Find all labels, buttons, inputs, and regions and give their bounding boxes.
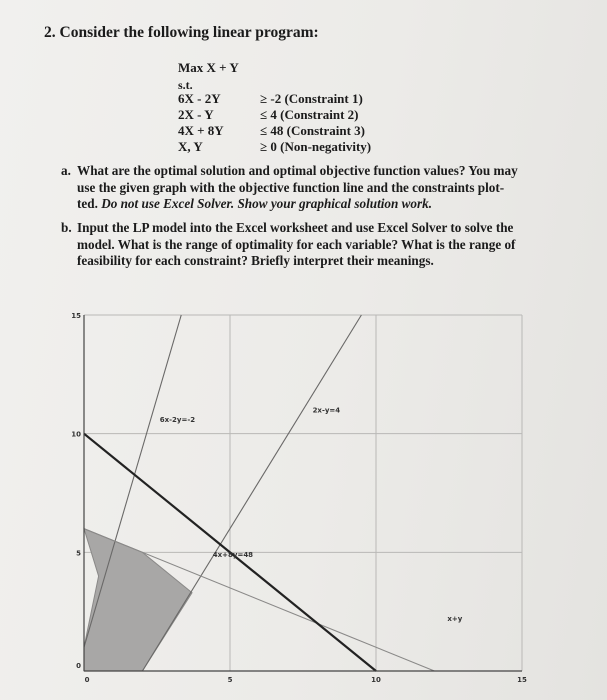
constraint-2-expr: 2X - Y: [178, 107, 214, 122]
question-title: 2. Consider the following linear program:: [44, 24, 319, 41]
y-tick-label-15: 15: [71, 312, 81, 320]
constraint-1-rhs: ≥ -2 (Constraint 1): [260, 91, 363, 106]
y-tick-label-0: 0: [76, 662, 81, 670]
series-label-2: 2x-y=4: [312, 406, 341, 415]
constraint-3-rhs: ≤ 48 (Constraint 3): [260, 123, 365, 138]
series-label-1: 6x-2y=-2: [159, 415, 196, 424]
constraint-nonneg-rhs: ≥ 0 (Non-negativity): [260, 139, 372, 154]
constraint-2-rhs: ≤ 4 (Constraint 2): [260, 107, 359, 122]
constraint-3-expr: 4X + 8Y: [178, 123, 224, 138]
y-tick-label-5: 5: [76, 549, 81, 558]
part-b-line-3: feasibility for each constraint? Briefly interpret their meanings.: [77, 253, 434, 268]
objective-function: Max X + Y: [178, 60, 239, 75]
constraint-nonneg-expr: X, Y: [178, 139, 203, 154]
part-b-line-2: model. What is the range of optimality for each variable? What is the range of: [77, 236, 516, 252]
line-labels: [160, 406, 463, 623]
part-a-label: a.: [61, 163, 71, 178]
x-tick-label-5: 5: [227, 676, 233, 684]
y-tick-label-10: 10: [71, 430, 81, 439]
part-b-label: b.: [61, 220, 72, 235]
part-a-line-1: What are the optimal solution and optimal objective function values? You may: [77, 163, 518, 178]
x-tick-label-15: 15: [517, 676, 527, 684]
part-a-line-3: ted. Do not use Excel Solver. Show your graphical solution work.: [77, 196, 433, 211]
constraint-1-expr: 6X - 2Y: [178, 91, 221, 106]
subject-to-label: s.t.: [178, 78, 193, 92]
part-a-instruction: Do not use Excel Solver. Show your graphical solution work.: [101, 196, 433, 211]
part-b-line-1: Input the LP model into the Excel worksheet and use Excel Solver to solve the: [77, 220, 514, 235]
series-line-2: [142, 315, 361, 671]
part-a-line-2: use the given graph with the objective function line and the constraints plot-: [77, 179, 505, 195]
series-label-4: x+y: [447, 615, 463, 624]
series-label-3: 4x+8y=48: [212, 551, 254, 560]
x-tick-label-0: 0: [84, 676, 90, 684]
x-tick-label-10: 10: [371, 676, 381, 684]
